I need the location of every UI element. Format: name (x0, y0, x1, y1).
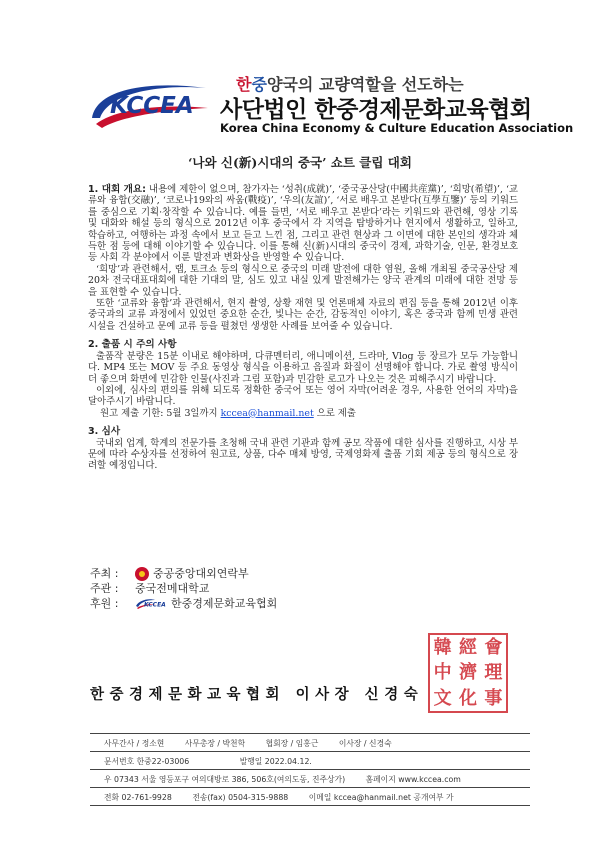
footer-email: 이메일 kccea@hanmail.net 공개여부 가 (308, 793, 454, 802)
footer-line-contact (104, 792, 472, 803)
svg-text:KCCEA: KCCEA (144, 601, 166, 609)
section-2-paragraph-1: 출품작 분량은 15분 이내로 해야하며, 다큐멘터리, 애니메이션, 드라마, Vlog 등 장르가 모두 가능합니다. MP4 또는 MOV 등 주요 동영상 형식을 이용하고 음질과 화질이 선명해야 합니다. 가로 촬영 방식이 더 좋으며 화면에 민감한 인물(사진과 그림 포함)과 민감한 로고가 나오는 것은 피해주시기 바랍니다. (88, 350, 518, 385)
stamp-char: 會 (484, 637, 503, 658)
organizer-row (90, 581, 277, 596)
org-name-english: Korea China Economy & Culture Education Association (220, 121, 574, 135)
section-1-paragraph-2: ‘희망’과 관련해서, 랩, 토크쇼 등의 형식으로 중국의 미래 발전에 대한 염원, 올해 개최될 중국공산당 제20차 전국대표대회에 대한 기대의 말, 심도 있고 내실 있게 발전해가는 양국 관계의 미래에 대한 전망 등을 표현할 수 있습니다. (88, 263, 518, 298)
org-name: 사단법인 한중경제문화교육협회 (220, 97, 532, 123)
footer-phone: 전화 02-761-9928 (104, 793, 172, 802)
footer-staff-2: 사무총장 / 박천학 (184, 739, 246, 748)
stamp-char: 經 (458, 637, 477, 658)
section-1-intro (88, 184, 518, 264)
section-3-paragraph-1: 국내외 업계, 학계의 전문가를 초청해 국내 관련 기관과 함께 공모 작품에 대한 심사를 진행하고, 시상 부문에 따라 수상자를 선정하여 원고료, 상품, 다수 매체 방영, 국제영화제 출품 기회 제공 등의 형식으로 장려할 예정입니다. (88, 437, 518, 472)
deadline-prefix: 원고 제출 기한: 5월 3일까지 (100, 407, 221, 419)
organizer-label: 주관 : (90, 582, 119, 595)
footer-address: 우 07343 서울 영등포구 여의대방로 386, 506호(여의도동, 진주상가) (104, 775, 346, 784)
slogan-han: 한 (236, 75, 252, 94)
stamp-char: 濟 (458, 662, 477, 684)
footer-staff-4: 이사장 / 신경숙 (338, 739, 392, 748)
section-1-paragraph-3: 또한 ‘교류와 융합’과 관련해서, 현지 촬영, 상황 재현 및 언론매체 자료의 편집 등을 통해 2012년 이후 중국과의 교류 과정에서 있었던 중요한 순간, 빛나는 순간, 감동적인 이야기, 혹은 중국과 함께 민생 관련 시설을 건설하고 문예 교류 등을 펼쳤던 생생한 사례를 보여줄 수 있습니다. (88, 298, 518, 332)
host-row (90, 566, 277, 581)
section-2-paragraph-2: 이외에, 심사의 편의를 위해 되도록 정확한 중국어 또는 영어 자막(어려운 경우, 사용한 언어의 자막)을 달아주시기 바랍니다. (88, 384, 518, 408)
footer-line-staff (104, 738, 410, 749)
document-title: ‘나와 신(新)시대의 중국’ 쇼트 클립 대회 (188, 155, 412, 170)
footer-line-doc (104, 756, 330, 767)
organizer-name: 중국전메대학교 (135, 582, 210, 595)
slogan-jung: 중 (251, 75, 267, 94)
footer-staff-1: 사무간사 / 정소현 (104, 739, 165, 748)
footer-homepage: 홈페이지 www.kccea.com (365, 775, 461, 784)
deadline-line (88, 408, 518, 419)
slogan-rest: 양국의 교량역할을 선도하는 (266, 75, 464, 94)
footer-divider-top (90, 733, 530, 734)
submission-email-link[interactable]: kccea@hanmail.net (220, 407, 314, 419)
sponsor-name: 한중경제문화교육협회 (171, 597, 278, 610)
footer-staff-3: 협회장 / 임홍근 (265, 739, 319, 748)
footer-divider-bottom (90, 805, 530, 806)
footer-doc-number: 문서번호 한중22-03006 (104, 757, 190, 766)
footer-fax: 전송(fax) 0504-315-9888 (192, 793, 289, 802)
footer-divider-2 (90, 769, 530, 770)
deadline-suffix: 으로 제출 (313, 407, 356, 419)
section-1-heading: 1. 대회 개요: (88, 184, 146, 195)
sponsor-row (90, 596, 277, 611)
stamp-char: 中 (433, 662, 452, 684)
president-signature-line: 한중경제문화교육협회 이사장 신경숙 (90, 687, 424, 703)
stamp-char: 事 (484, 687, 503, 709)
section-3-heading: 3. 심사 (88, 426, 121, 438)
host-name: 중공중앙대외연락부 (153, 567, 249, 580)
sponsor-label: 후원 : (90, 597, 119, 610)
footer-issue-date: 발행일 2022.04.12. (239, 757, 312, 766)
stamp-char: 韓 (433, 637, 452, 658)
footer-divider-1 (90, 751, 530, 752)
kccea-mini-logo-icon (135, 598, 169, 609)
footer-divider-3 (90, 787, 530, 788)
logo-wordmark: KCCEA (110, 93, 194, 119)
footer-line-address (104, 774, 479, 785)
section-1-paragraph-1: 내용에 제한이 없으며, 참가자는 ‘성취(成就)’, ‘중국공산당(中國共産黨)’, ‘희망(希望)’, ‘교류와 융합(交融)’, ‘코로나19와의 싸움(戰疫)’, ‘우의(友誼)’, ‘서로 배우고 본받다(互學互鑒)’ 등의 키워드를 중심으로 기획·창작할 수 있습니다. 예를 들면, ‘서로 배우고 본받다’라는 키워드와 관련해, 영상 기록 및 대화와 해설 등의 형식으로 2012년 이후 중국에서 각 지역을 탐방하거나 현지에서 생활하고, 일하고, 학습하고, 여행하는 과정 속에서 보고 듣고 느낀 점, 그리고 관련 현상과 그 이면에 대한 본인의 생각과 체득한 점 등에 대해 이야기할 수 있습니다. 이를 통해 신(新)시대의 중국이 경제, 과학기술, 인문, 환경보호 등 사회 각 분야에서 이룬 발전과 변화상을 반영할 수 있습니다. (88, 184, 518, 264)
section-2-heading: 2. 출품 시 주의 사항 (88, 339, 177, 351)
stamp-char: 文 (433, 687, 452, 709)
party-emblem-icon (135, 567, 149, 581)
host-label: 주최 : (90, 567, 119, 580)
signers-block (90, 566, 277, 611)
official-seal-stamp (428, 633, 508, 713)
document-body (88, 184, 518, 472)
stamp-char: 理 (484, 662, 503, 684)
stamp-char: 化 (458, 687, 477, 709)
